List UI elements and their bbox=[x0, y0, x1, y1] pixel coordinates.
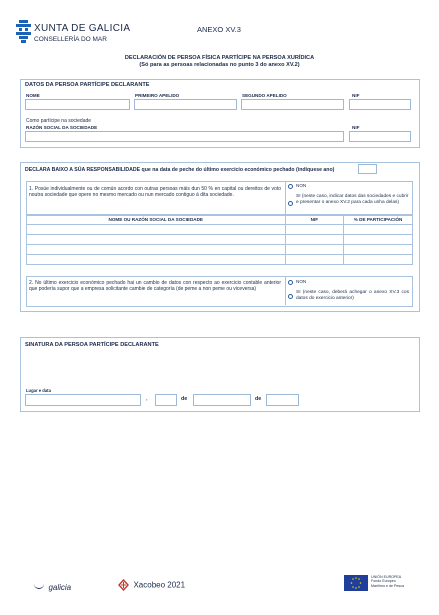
xunta-logo-icon bbox=[16, 20, 31, 44]
year-signature-field[interactable] bbox=[266, 394, 299, 406]
q1-yes-radio[interactable] bbox=[288, 201, 293, 206]
signature-section-title: SINATURA DA PERSOA PARTÍCIPE DECLARANTE bbox=[25, 342, 159, 348]
table-cell[interactable] bbox=[27, 245, 286, 255]
table-cell[interactable] bbox=[27, 225, 286, 235]
xacobeo-logo-text: Xacobeo 2021 bbox=[133, 580, 186, 590]
companies-table bbox=[26, 214, 413, 265]
second-surname-field[interactable] bbox=[241, 99, 344, 110]
declaration-intro: DECLARA BAIXO A SÚA RESPONSABILIDADE que na data de peche do último exercicio económico pechado (indíquese ano) bbox=[25, 167, 335, 173]
place-date-label: Lugar e data bbox=[26, 388, 51, 393]
first-surname-label: PRIMEIRO APELIDO bbox=[135, 93, 180, 98]
nif-label: NIF bbox=[352, 93, 360, 98]
table-cell[interactable] bbox=[344, 235, 413, 245]
place-field[interactable] bbox=[25, 394, 141, 406]
galicia-logo bbox=[34, 577, 71, 595]
day-field[interactable] bbox=[155, 394, 177, 406]
question1-text: 1. Posúe individualmente ou de común acordo con outras persoas máis dun 50 % en capital ou dereitos de voto noutra sociedade que opere no mesmo mercado ou nun mercado contiguo á dita sociedade. bbox=[29, 186, 281, 199]
table-header-row bbox=[27, 215, 413, 225]
company-name-field[interactable] bbox=[25, 131, 344, 142]
participant-section-title: DATOS DA PERSOA PARTÍCIPE DECLARANTE bbox=[25, 82, 150, 88]
table-row bbox=[27, 245, 413, 255]
table-cell[interactable] bbox=[27, 255, 286, 265]
table-cell[interactable] bbox=[285, 225, 344, 235]
company-name-label: RAZÓN SOCIAL DA SOCIEDADE bbox=[26, 125, 98, 130]
company-note: Como partícipe na sociedade bbox=[26, 118, 92, 124]
company-nif-label: NIF bbox=[352, 125, 360, 130]
de-label-2: de bbox=[255, 396, 262, 402]
comma-separator: , bbox=[146, 396, 148, 402]
eu-flag-icon bbox=[344, 575, 368, 591]
nif-field[interactable] bbox=[349, 99, 411, 110]
q1-yes-label: SI (neste caso, indicar datos das sociedades e cubrir e presentar o anexo XV.2 para cada unha delas) bbox=[296, 194, 409, 205]
q2-yes-radio[interactable] bbox=[288, 294, 293, 299]
eu-text-line3: Marítimo e de Pesca bbox=[371, 583, 404, 588]
eu-text-line1: UNIÓN EUROPEA bbox=[371, 575, 402, 579]
q2-no-label: NON bbox=[296, 279, 307, 284]
table-cell[interactable] bbox=[344, 255, 413, 265]
q2-yes-label: SI (neste caso, deberá achegar o anexo XV.3 cos datos do exercicio anterior) bbox=[296, 290, 409, 301]
table-cell[interactable] bbox=[344, 225, 413, 235]
table-row bbox=[27, 255, 413, 265]
table-header-percentage: % DE PARTICIPACIÓN bbox=[344, 215, 413, 225]
xacobeo-shell-icon bbox=[118, 579, 129, 591]
table-header-company: NOME OU RAZÓN SOCIAL DA SOCIEDADE bbox=[27, 215, 286, 225]
q1-no-radio[interactable] bbox=[288, 184, 293, 189]
table-cell[interactable] bbox=[285, 255, 344, 265]
department-name: CONSELLERÍA DO MAR bbox=[34, 36, 107, 43]
q2-no-radio[interactable] bbox=[288, 280, 293, 285]
question1-divider bbox=[285, 181, 286, 214]
org-name: XUNTA DE GALICIA bbox=[34, 23, 131, 34]
de-label-1: de bbox=[181, 396, 188, 402]
year-field[interactable] bbox=[358, 164, 377, 174]
eu-text bbox=[371, 575, 404, 588]
company-nif-field[interactable] bbox=[349, 131, 411, 142]
table-row bbox=[27, 225, 413, 235]
q1-no-label: NON bbox=[296, 183, 307, 188]
question2-text: 2. No último exercicio económico pechado hai un cambio de datos con respecto ao exercicio contable anterior que podería supor que a empresa solicitante cambie de categoría (de peme a non peme ou viceversa) bbox=[29, 280, 281, 293]
name-field[interactable] bbox=[25, 99, 130, 110]
xacobeo-logo bbox=[118, 576, 185, 594]
name-label: NOME bbox=[26, 93, 40, 98]
galicia-logo-text: galicia bbox=[48, 583, 72, 592]
table-cell[interactable] bbox=[27, 235, 286, 245]
eu-text-line2: Fondo Europeo bbox=[371, 579, 396, 584]
first-surname-field[interactable] bbox=[134, 99, 237, 110]
table-cell[interactable] bbox=[344, 245, 413, 255]
galicia-swoosh-icon bbox=[34, 582, 44, 589]
table-cell[interactable] bbox=[285, 245, 344, 255]
document-subtitle: (Só para as persoas relacionadas no punto 3 do anexo XV.2) bbox=[139, 62, 300, 68]
table-cell[interactable] bbox=[285, 235, 344, 245]
second-surname-label: SEGUNDO APELIDO bbox=[242, 93, 287, 98]
month-field[interactable] bbox=[193, 394, 251, 406]
question2-divider bbox=[285, 276, 286, 305]
table-header-nif: NIF bbox=[285, 215, 344, 225]
document-title: DECLARACIÓN DE PERSOA FÍSICA PARTÍCIPE NA PERSOA XURÍDICA bbox=[124, 55, 315, 61]
annex-label: ANEXO XV.3 bbox=[197, 25, 241, 34]
table-row bbox=[27, 235, 413, 245]
